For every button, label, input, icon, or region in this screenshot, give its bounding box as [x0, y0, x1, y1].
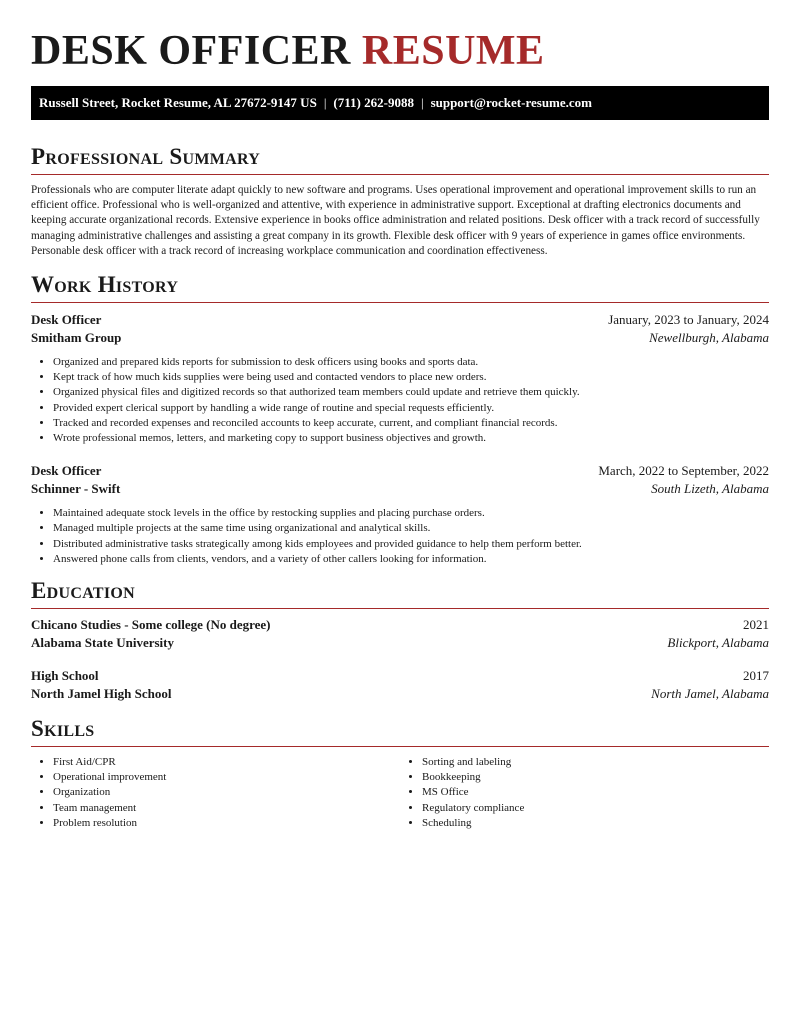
education-degree: High School — [31, 668, 99, 684]
job-bullet: • Managed multiple projects at the same time using organizational and analytical skills. — [53, 521, 769, 536]
resume-page — [31, 0, 769, 831]
contact-separator: | — [420, 95, 424, 110]
job-bullet: • Provided expert clerical support by handling a wide range of routine and special requests efficiently. — [53, 401, 769, 416]
job-bullet: • Answered phone calls from clients, vendors, and a variety of other callers looking for information. — [53, 552, 769, 567]
summary-divider — [31, 174, 769, 175]
skill-item: • First Aid/CPR — [53, 755, 400, 770]
work-history-divider — [31, 302, 769, 303]
contact-address: Russell Street, Rocket Resume, AL 27672-9147 US — [39, 95, 317, 110]
job-bullet: • Kept track of how much kids supplies were being used and contacted vendors to place new orders. — [53, 370, 769, 385]
summary-heading: Professional Summary — [31, 144, 261, 169]
skill-item: • Scheduling — [422, 816, 769, 831]
skill-item: • Bookkeeping — [422, 770, 769, 785]
skill-item: • Organization — [53, 785, 400, 800]
job-bullet: • Distributed administrative tasks strategically among kids employees and provided guidance to help them perform better. — [53, 537, 769, 552]
title-accent: RESUME — [361, 28, 545, 74]
job-dates: January, 2023 to January, 2024 — [608, 312, 769, 328]
skill-item: • Team management — [53, 801, 400, 816]
job-header-row — [31, 312, 769, 330]
contact-bar — [31, 86, 769, 120]
job-entry — [31, 312, 769, 446]
job-company: Schinner - Swift — [31, 480, 121, 496]
job-bullet: • Tracked and recorded expenses and reconciled accounts to keep accurate, current, and compliant financial records. — [53, 416, 769, 431]
skill-item: • Sorting and labeling — [422, 755, 769, 770]
job-location: Newellburgh, Alabama — [649, 329, 769, 345]
education-heading: Education — [31, 578, 135, 604]
job-dates: March, 2022 to September, 2022 — [598, 463, 769, 479]
education-school-row — [31, 686, 769, 704]
skills-grid — [31, 755, 769, 831]
education-school: Alabama State University — [31, 634, 174, 650]
education-school: North Jamel High School — [31, 685, 172, 701]
job-company: Smitham Group — [31, 329, 122, 345]
contact-separator: | — [323, 95, 327, 110]
job-company-row — [31, 481, 769, 499]
resume-title — [31, 0, 769, 74]
contact-email: support@rocket-resume.com — [430, 95, 593, 110]
education-school-row — [31, 635, 769, 653]
education-degree: Chicano Studies - Some college (No degree) — [31, 617, 271, 633]
job-bullet: • Organized and prepared kids reports for submission to desk officers using books and sports data. — [53, 355, 769, 370]
job-header-row — [31, 463, 769, 481]
skills-heading: Skills — [31, 716, 95, 742]
education-year: 2021 — [743, 617, 769, 633]
job-entry — [31, 463, 769, 567]
education-header-row — [31, 617, 769, 635]
education-location: North Jamel, Alabama — [651, 685, 769, 701]
education-header-row — [31, 668, 769, 686]
job-title: Desk Officer — [31, 463, 102, 479]
summary-text: Professionals who are computer literate adapt quickly to new software and programs. Uses operational improvement and operational improvement skills to run an efficient office. Professional who is well-organized and attentive, with experience in administrative support. Exceptional at drafting electronics documents and keeping accurate organizational records. Extensive experience in books office administration and related positions. Desk officer with a track record of successfully managing administrative challenges and assisting a great company in its growth. Flexible desk officer with 9 years of experience in games office environments. Personable desk officer with a track record of increasing workplace communication and coordination effectiveness. — [31, 184, 760, 257]
job-bullet: • Wrote professional memos, letters, and marketing copy to support business objectives and growth. — [53, 431, 769, 446]
skills-divider — [31, 746, 769, 747]
skill-item: • Operational improvement — [53, 770, 400, 785]
skill-item: • Problem resolution — [53, 816, 400, 831]
job-bullet: • Maintained adequate stock levels in the office by restocking supplies and placing purchase orders. — [53, 506, 769, 521]
job-bullets — [31, 355, 769, 446]
job-company-row — [31, 330, 769, 348]
job-title: Desk Officer — [31, 312, 102, 328]
education-divider — [31, 608, 769, 609]
title-main: DESK OFFICER — [31, 28, 351, 74]
job-bullets — [31, 506, 769, 567]
skills-list-left — [31, 755, 400, 831]
work-history-heading: Work History — [31, 272, 179, 298]
contact-phone: (711) 262-9088 — [333, 95, 414, 110]
education-entry — [31, 617, 769, 652]
skill-item: • MS Office — [422, 785, 769, 800]
job-bullet: • Organized physical files and digitized records so that authorized team members could update and retrieve them quickly. — [53, 385, 769, 400]
education-entry — [31, 668, 769, 703]
education-location: Blickport, Alabama — [667, 634, 769, 650]
skills-list-right — [400, 755, 769, 831]
skill-item: • Regulatory compliance — [422, 801, 769, 816]
education-year: 2017 — [743, 668, 769, 684]
job-location: South Lizeth, Alabama — [651, 480, 769, 496]
